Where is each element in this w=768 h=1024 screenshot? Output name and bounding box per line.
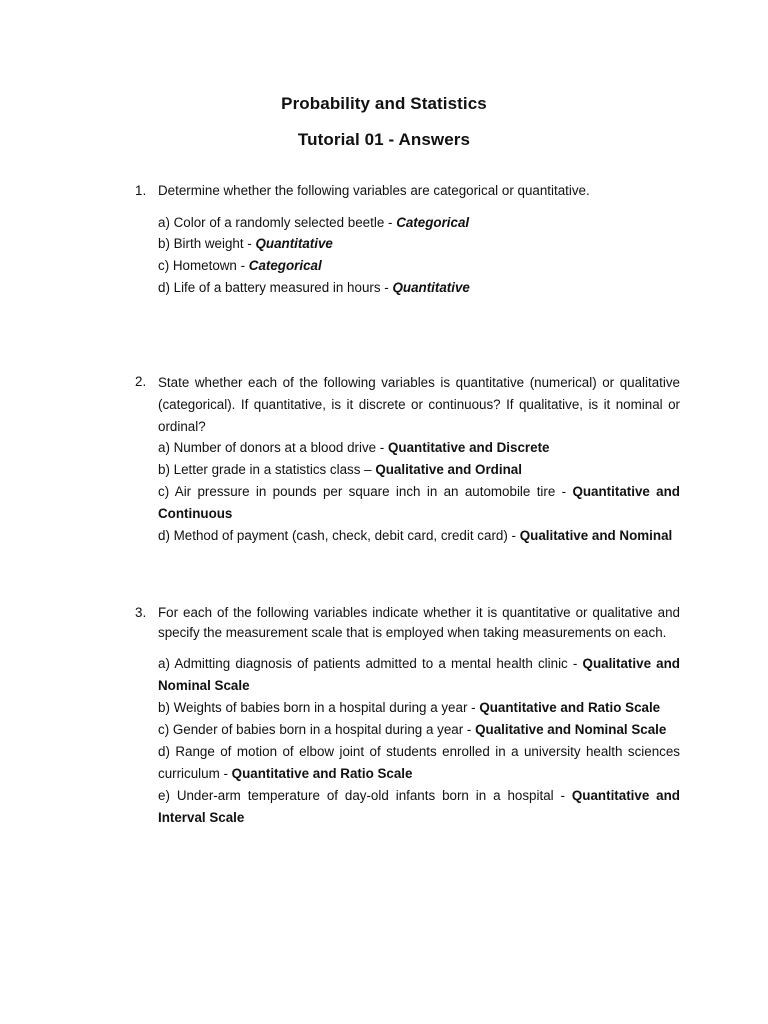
answer-item	[158, 255, 680, 277]
answer-value: Qualitative and Nominal	[519, 528, 673, 544]
answer-value: Quantitative and Interval Scale	[158, 788, 680, 825]
question-stem: State whether each of the following variables is quantitative (numerical) or qualitative (categorical). If quantitative, is it discrete or continuous? If qualitative, is it nominal or ordinal?	[158, 375, 680, 434]
answer-item	[158, 697, 680, 719]
answer-label: b) Birth weight -	[158, 236, 256, 252]
answer-item	[158, 785, 680, 829]
answer-value: Categorical	[396, 214, 470, 230]
answer-label: a) Number of donors at a blood drive -	[158, 440, 388, 456]
answer-label: c) Gender of babies born in a hospital during a year -	[158, 722, 476, 737]
answer-label: b) Letter grade in a statistics class –	[158, 462, 376, 478]
answer-label: c) Hometown -	[158, 258, 249, 274]
answer-item	[158, 459, 680, 481]
answer-item	[158, 437, 680, 459]
document-subtitle: Tutorial 01 - Answers	[297, 130, 471, 149]
answer-label: d) Range of motion of elbow joint of students enrolled in a university health sciences curriculum -	[158, 744, 680, 781]
answer-label: b) Weights of babies born in a hospital during a year -	[158, 700, 480, 715]
answer-item	[158, 719, 680, 741]
question-number: 2.	[135, 374, 147, 389]
answer-item	[158, 481, 680, 525]
answer-label: a) Color of a randomly selected beetle -	[158, 214, 397, 230]
answer-item	[158, 525, 680, 547]
answer-value: Quantitative and Ratio Scale	[479, 700, 661, 715]
answer-item	[158, 741, 680, 785]
answer-value: Qualitative and Nominal Scale	[475, 722, 667, 737]
answer-item	[158, 277, 680, 299]
answer-value: Quantitative	[255, 236, 333, 252]
question-stem: For each of the following variables indicate whether it is quantitative or qualitative and specify the measurement scale that is employed when taking measurements on each.	[158, 605, 680, 640]
answer-label: d) Method of payment (cash, check, debit card, credit card) -	[158, 528, 520, 544]
answer-value: Quantitative and Continuous	[158, 484, 680, 522]
question-3	[135, 603, 680, 829]
question-stem: Determine whether the following variables are categorical or quantitative.	[158, 183, 590, 198]
answer-value: Categorical	[248, 258, 322, 274]
answer-item	[158, 653, 680, 697]
question-2	[135, 372, 680, 547]
answer-item	[158, 233, 680, 255]
answer-label: e) Under-arm temperature of day-old infants born in a hospital -	[158, 788, 572, 803]
answer-item	[158, 212, 680, 234]
answer-value: Qualitative and Ordinal	[375, 462, 522, 478]
question-number: 1.	[135, 183, 147, 198]
document-title: Probability and Statistics	[281, 94, 487, 113]
question-1	[135, 181, 680, 299]
answer-label: a) Admitting diagnosis of patients admitted to a mental health clinic -	[158, 656, 583, 671]
answer-value: Qualitative and Nominal Scale	[158, 656, 680, 693]
answer-value: Quantitative and Discrete	[388, 440, 550, 456]
answer-label: d) Life of a battery measured in hours -	[158, 279, 393, 295]
answer-label: c) Air pressure in pounds per square inch in an automobile tire -	[158, 484, 573, 500]
answer-value: Quantitative and Ratio Scale	[231, 766, 413, 781]
question-number: 3.	[135, 605, 147, 620]
answer-value: Quantitative	[392, 279, 470, 295]
